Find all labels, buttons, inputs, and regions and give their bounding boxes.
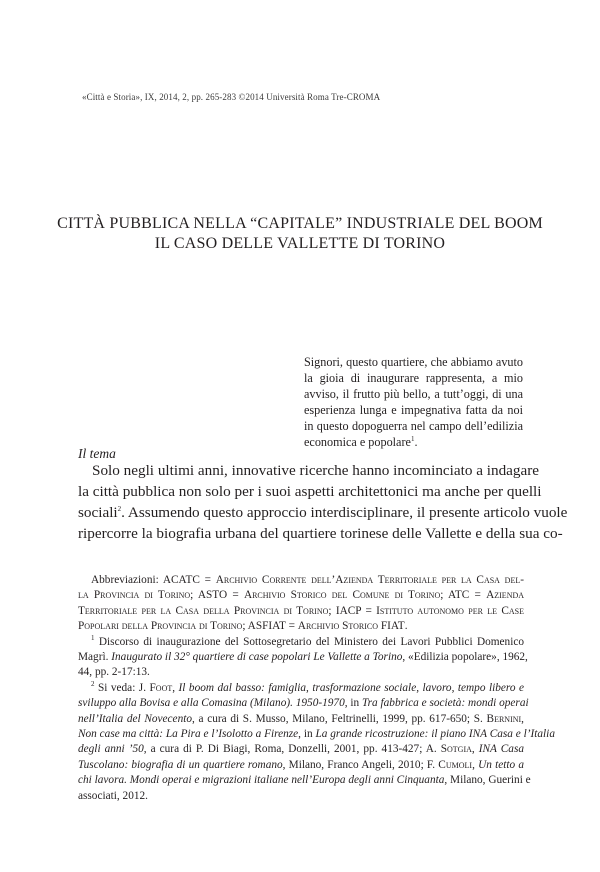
abbreviations-line: Territoriale per la Casa della Provincia di Torino; IACP = Istituto autonomo per le Case — [78, 604, 524, 617]
abbreviations-line: Abbreviazioni: ACATC = Archivio Corrente dell’Azienda Territoriale per la Casa del- — [91, 574, 524, 586]
footnote-1: $^1$ Discorso di inaugurazione del Sottosegretario del Ministero dei Lavori Pubblici Domenico — [91, 633, 525, 648]
abbreviations-line: la Provincia di Torino; ASTO = Archivio Storico del Comune di Torino; ATC = Azienda — [78, 589, 525, 602]
body-line: la città pubblica non solo per i suoi aspetti architettonici ma anche per quelli — [78, 483, 542, 500]
footnote-ref-1[interactable]: 1 — [410, 434, 415, 443]
epigraph-line: avviso, il frutto più bello, a tutt’oggi, di una — [304, 387, 523, 401]
epigraph-line: Signori, questo quartiere, che abbiamo avuto — [304, 355, 523, 369]
epigraph-line: la gioia di inaugurare rappresenta, a mio — [304, 371, 523, 385]
body-line: ripercorre la biografia urbana del quartiere torinese delle Vallette e della sua co- — [78, 525, 563, 542]
epigraph-quote — [304, 354, 523, 450]
footnote-ref-2[interactable]: 2 — [117, 504, 122, 513]
footnote-2: $^2$ Si veda: J. Foot, Il boom dal basso: famiglia, trasformazione sociale, lavoro, tempo libero e — [91, 680, 524, 694]
footnote-2-line: chi lavora. Mondi operai e migrazioni italiane nell’Europa degli anni Cinquanta, Milano, Guerini e — [78, 774, 531, 787]
footnote-2-line: degli anni ’50, a cura di P. Di Biagi, Roma, Donzelli, 2001, pp. 413-427; A. Sotgia, INA Casa — [78, 743, 524, 756]
epigraph-line-last: economica e popolare$^1$. — [304, 434, 418, 449]
journal-citation-header: «Città e Storia», IX, 2014, 2, pp. 265-283 ©2014 Università Roma Tre-CROMA — [82, 92, 381, 102]
body-line: sociali$^2$. Assumendo questo approccio interdisciplinare, il presente articolo vuole — [78, 504, 568, 521]
footnote-1-line: Magrì. Inaugurato il 32° quartiere di case popolari Le Vallette a Torino, «Edilizia popolare», 1962, — [78, 651, 528, 664]
body-paragraph — [78, 460, 568, 544]
footnote-2-line: nell’Italia del Novecento, a cura di S. Musso, Milano, Feltrinelli, 1999, pp. 617-650; S. Bernini, — [78, 712, 524, 725]
epigraph-line: in questo dopoguerra nel campo dell’edilizia — [304, 419, 523, 433]
footnotes — [78, 573, 555, 804]
abbreviations-line: Popolari della Provincia di Torino; ASFIAT = Archivio Storico FIAT. — [78, 620, 408, 633]
footnote-number: 2 — [91, 680, 95, 689]
footnote-1-line: 44, pp. 2-17:13. — [78, 666, 150, 679]
section-heading: Il tema — [78, 446, 116, 461]
title-line-1: CITTÀ PUBBLICA NELLA “CAPITALE” INDUSTRIALE DEL BOOM — [57, 215, 543, 232]
title-line-2: IL CASO DELLE VALLETTE DI TORINO — [154, 235, 446, 252]
footnote-2-line: associati, 2012. — [78, 789, 148, 802]
footnote-2-line: sviluppo alla Bovisa e alla Comasina (Milano). 1950-1970, in Tra fabbrica e società: mondi operai — [78, 697, 529, 710]
footnote-number: 1 — [91, 633, 95, 642]
epigraph-line-text: economica e popolare — [304, 435, 411, 449]
article-title — [50, 214, 550, 254]
footnote-2-line: Non case ma città: La Pira e l’Isolotto a Firenze, in La grande ricostruzione: il piano INA Casa e l’Italia — [78, 728, 555, 741]
footnote-2-line: Tuscolano: biografia di un quartiere romano, Milano, Franco Angeli, 2010; F. Cumoli, Un tetto a — [78, 758, 524, 771]
body-line: Solo negli ultimi anni, innovative ricerche hanno incominciato a indagare — [92, 462, 540, 479]
epigraph-line: esperienza lunga e impegnativa fatta da noi — [304, 403, 523, 417]
